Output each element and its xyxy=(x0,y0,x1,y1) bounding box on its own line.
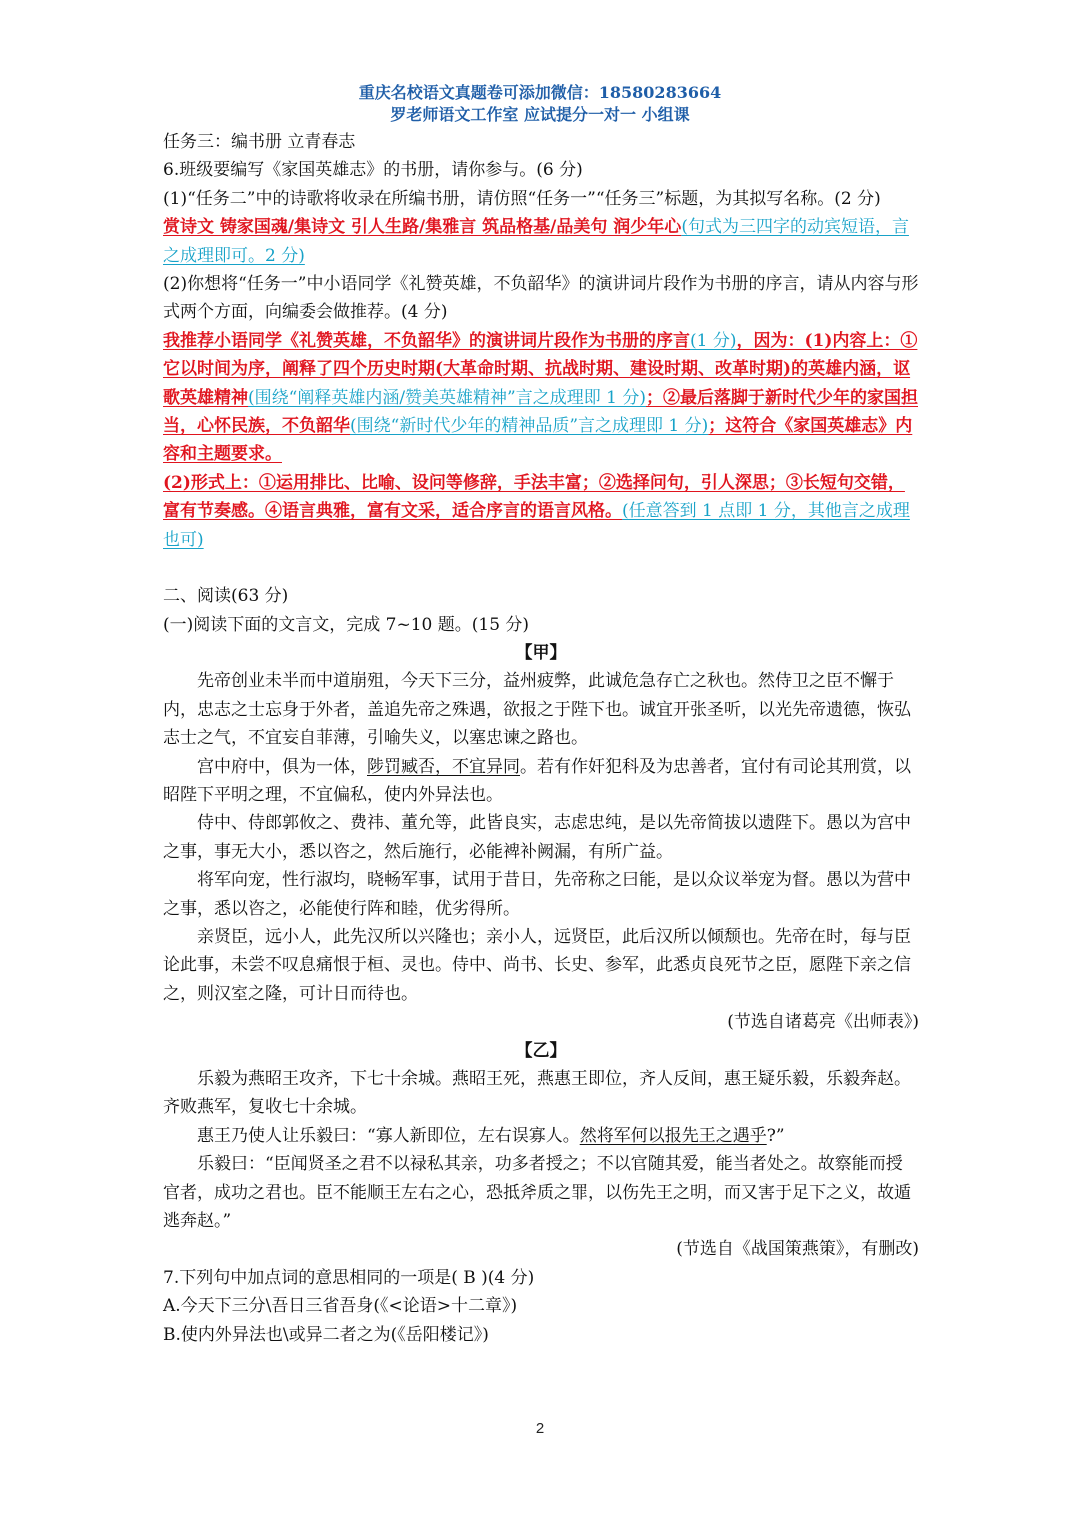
passage-yi-source: (节选自《战国策燕策》，有删改) xyxy=(676,1239,919,1260)
passage-yi-label: 【乙】 xyxy=(515,1040,567,1061)
answer-text: ，因为：(1)内容上：①它以时间为序，阐释了四个历史时期(大革命时期、抗战时期、建设时期、改革时期)的英雄内涵，讴歌英雄精神 xyxy=(163,330,918,408)
score-note: (1 分) xyxy=(690,330,737,351)
question-6: 6.班级要编写《家国英雄志》的书册，请你参与。(6 分) xyxy=(163,160,583,181)
passage-text: ?” xyxy=(766,1125,785,1146)
answer-6-1-note: (句式为三四字的动宾短语，言之成理即可。2 分) xyxy=(163,217,909,266)
task3-title: 任务三：编书册 立青春志 xyxy=(163,132,356,152)
header-line-1: 重庆名校语文真题卷可添加微信：18580283664 xyxy=(358,83,722,102)
passage-jia-paragraph: 先帝创业未半而中道崩殂，今天下三分，益州疲弊，此诚危急存亡之秋也。然侍卫之臣不懈于内，忠志之士忘身于外者，盖追先帝之殊遇，欲报之于陛下也。诚宜开张圣听，以光先帝遗德，恢弘志士之气，不宜妄自菲薄，引喻失义，以塞忠谏之路也。 xyxy=(163,671,911,749)
header-line-2: 罗老师语文工作室 应试提分一对一 小组课 xyxy=(390,105,690,124)
score-note: (围绕“阐释英雄内涵/赞美英雄精神”言之成理即 1 分) xyxy=(248,387,646,408)
passage-yi-paragraph: 乐毅曰：“臣闻贤圣之君不以禄私其亲，功多者授之；不以官随其爱，能当者处之。故察能而授官者，成功之君也。臣不能顺王左右之心，恐抵斧质之罪，以伤先王之明，而又害于足下之义，故遁逃奔赵。” xyxy=(163,1154,911,1232)
passage-jia-paragraph: 亲贤臣，远小人，此先汉所以兴隆也；亲小人，远贤臣，此后汉所以倾颓也。先帝在时，每与臣论此事，未尝不叹息痛恨于桓、灵也。侍中、尚书、长史、参军，此悉贞良死节之臣，愿陛下亲之信之，则汉室之隆，可计日而待也。 xyxy=(163,926,911,1004)
reading-subsection-title: (一)阅读下面的文言文，完成 7~10 题。(15 分) xyxy=(163,614,530,635)
passage-jia-paragraph: 将军向宠，性行淑均，晓畅军事，试用于昔日，先帝称之曰能，是以众议举宠为督。愚以为营中之事，悉以咨之，必能使行阵和睦，优劣得所。 xyxy=(163,870,911,919)
answer-text: (2)形式上：①运用排比、比喻、设问等修辞，手法丰富；②选择问句，引人深思；③长短句交错，富有节奏感。④语言典雅，富有文采，适合序言的语言风格。 xyxy=(163,472,905,522)
answer-6-1-text: 赏诗文 铸家国魂/集诗文 引人生路/集雅言 筑品格基/品美句 润少年心 xyxy=(163,217,682,238)
passage-jia-paragraph xyxy=(163,753,919,810)
reading-section-title: 二、阅读(63 分) xyxy=(163,586,289,607)
answer-text: ；这符合《家国英雄志》内容和主题要求。 xyxy=(163,416,913,465)
passage-jia-source: (节选自诸葛亮《出师表》) xyxy=(727,1012,919,1033)
question-6-1: (1)“任务二”中的诗歌将收录在所编书册，请仿照“任务一”“任务三”标题，为其拟写名称。(2 分) xyxy=(163,188,881,209)
answer-6-2-form xyxy=(163,469,919,554)
question-7-option-b: B.使内外异法也\或异二者之为(《岳阳楼记》) xyxy=(163,1324,489,1345)
passage-yi-paragraph: 乐毅为燕昭王攻齐，下七十余城。燕昭王死，燕惠王即位，齐人反间，惠王疑乐毅，乐毅奔赵。齐败燕军，复收七十余城。 xyxy=(163,1069,911,1118)
passage-yi-paragraph xyxy=(163,1122,919,1150)
answer-text: 我推荐小语同学《礼赞英雄，不负韶华》的演讲词片段作为书册的序言 xyxy=(163,330,690,351)
question-6-2: (2)你想将“任务一”中小语同学《礼赞英雄，不负韶华》的演讲词片段作为书册的序言，请从内容与形式两个方面，向编委会做推荐。(4 分) xyxy=(163,274,919,323)
underlined-sentence: 然将军何以报先王之遇乎 xyxy=(579,1125,767,1146)
passage-text: 。若有作奸犯科及为忠善者，宜付有司论其刑赏，以昭陛下平明之理，不宜偏私，使内外异法也。 xyxy=(163,756,911,805)
document-body xyxy=(163,128,919,1349)
underlined-sentence: 陟罚臧否，不宜异同 xyxy=(367,756,520,777)
page-number: 2 xyxy=(535,1420,545,1437)
passage-text: 宫中府中，俱为一体， xyxy=(197,756,367,777)
answer-6-2-content xyxy=(163,327,919,469)
passage-jia-paragraph: 侍中、侍郎郭攸之、费祎、董允等，此皆良实，志虑忠纯，是以先帝简拔以遗陛下。愚以为宫中之事，事无大小，悉以咨之，然后施行，必能裨补阙漏，有所广益。 xyxy=(163,813,911,862)
passage-text: 惠王乃使人让乐毅曰：“寡人新即位，左右误寡人。 xyxy=(197,1125,580,1146)
answer-text: ；②最后落脚于新时代少年的家国担当，心怀民族，不负韶华 xyxy=(163,387,918,437)
score-note: (围绕“新时代少年的精神品质”言之成理即 1 分) xyxy=(350,416,709,437)
question-7: 7.下列句中加点词的意思相同的一项是( B )(4 分) xyxy=(163,1267,535,1288)
passage-jia-label: 【甲】 xyxy=(515,642,567,663)
question-7-option-a: A.今天下三分\吾日三省吾身(《<论语>十二章》) xyxy=(163,1296,518,1317)
answer-6-1 xyxy=(163,213,919,270)
score-note: (任意答到 1 点即 1 分，其他言之成理也可) xyxy=(163,501,910,550)
